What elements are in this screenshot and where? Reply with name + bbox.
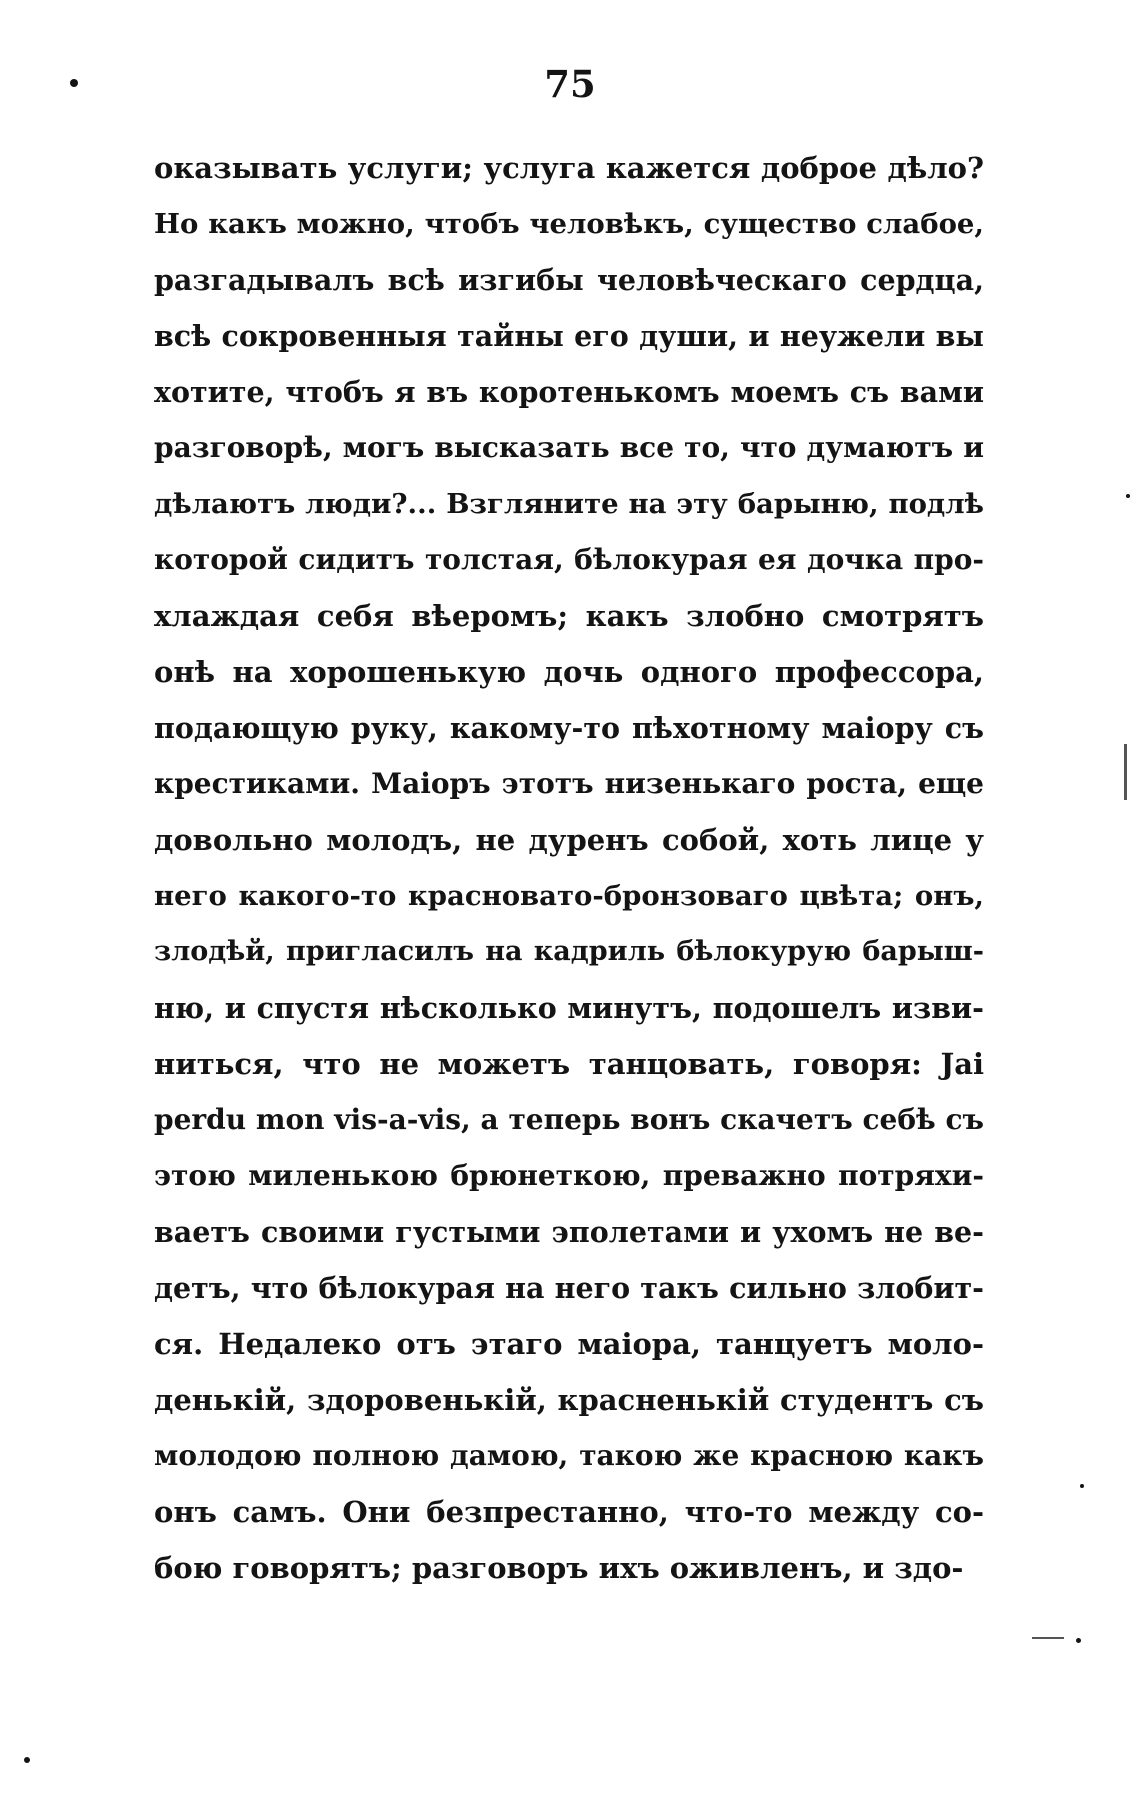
text-line: дѣлаютъ люди?... Взгляните на эту барыню, подлѣ [154,488,984,520]
text-line: perdu mon vis-a-vis, а теперь вонъ скачетъ себѣ съ [154,1103,984,1136]
text-line: которой сидитъ толстая, бѣлокурая ея дочка про- [154,543,984,576]
text-line: него какого-то красновато-бронзоваго цвѣта; онъ, [154,880,984,912]
text-line: хлаждая себя вѣеромъ; какъ злобно смотрятъ [154,599,984,633]
text-line: ся. Недалеко отъ этаго маіора, танцуетъ моло- [154,1327,984,1361]
text-line: хотите, чтобъ я въ коротенькомъ моемъ съ вами [154,375,984,409]
text-line: ваетъ своими густыми эполетами и ухомъ не ве- [154,1215,984,1249]
text-line: онѣ на хорошенькую дочь одного профессора, [154,655,984,689]
margin-speck [1076,1638,1081,1643]
text-line: подающую руку, какому-то пѣхотному маіору съ [154,711,984,745]
text-line: крестиками. Маіоръ этотъ низенькаго роста, еще [154,767,984,800]
text-line: бою говорятъ; разговоръ ихъ оживленъ, и здо- [154,1551,964,1585]
text-line: молодою полною дамою, такою же красною какъ [154,1439,984,1472]
text-line: этою миленькою брюнеткою, преважно потряхи- [154,1159,984,1192]
text-line: злодѣй, пригласилъ на кадриль бѣлокурую барыш- [154,936,984,967]
margin-speck [24,1757,30,1763]
margin-speck [1126,494,1130,498]
margin-mark [1124,744,1127,800]
text-line: разгадывалъ всѣ изгибы человѣческаго сердца, [154,263,984,297]
text-line: оказывать услуги; услуга кажется доброе дѣло? [154,151,984,185]
text-line: Но какъ можно, чтобъ человѣкъ, существо слабое, [154,208,984,240]
text-line: ниться, что не можетъ танцовать, говоря: Jai [154,1047,984,1081]
text-line: денькій, здоровенькій, красненькій студентъ съ [154,1383,984,1417]
body-text [154,140,984,1596]
text-line: детъ, что бѣлокурая на него такъ сильно злобит- [154,1271,984,1305]
text-line: разговорѣ, могъ высказать все то, что думаютъ и [154,431,984,464]
page-number: 75 [544,62,596,106]
text-line: довольно молодъ, не дуренъ собой, хоть лице у [154,823,984,857]
text-line: онъ самъ. Они безпрестанно, что-то между со- [154,1495,984,1529]
text-line: ню, и спустя нѣсколько минутъ, подошелъ изви- [154,991,984,1025]
margin-mark [1032,1637,1064,1639]
margin-speck [1080,1484,1084,1488]
text-line: всѣ сокровенныя тайны его души, и неужели вы [154,319,984,353]
